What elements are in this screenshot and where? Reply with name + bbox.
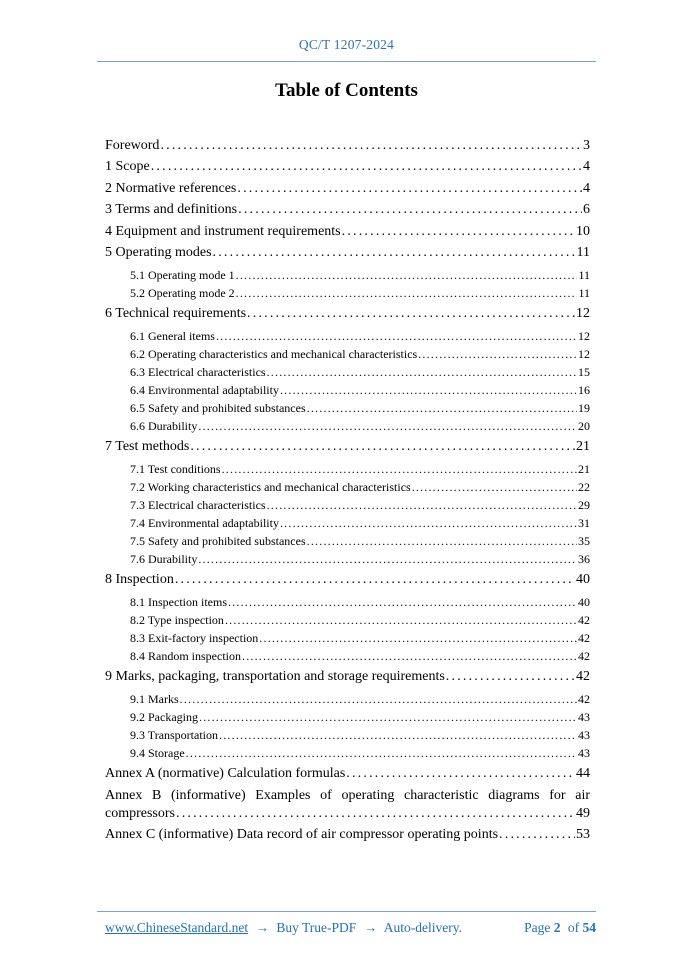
toc-entry-label: 9 Marks, packaging, transportation and storage requirements: [105, 669, 445, 684]
toc-entry-label: Annex B (informative) Examples of operating characteristic diagrams for air: [105, 787, 590, 803]
toc-page-number: 40: [578, 594, 590, 609]
toc-entry-label: 9.3 Transportation: [130, 727, 219, 742]
toc-entry-label: 7.3 Electrical characteristics: [130, 497, 266, 512]
toc-entry-label: 6 Technical requirements: [105, 306, 247, 321]
toc-entry-label: 9.1 Marks: [130, 691, 179, 706]
toc-entry[interactable]: [105, 438, 590, 456]
toc-page-number: 6: [583, 202, 590, 217]
toc-entry-label: 7.4 Environmental adaptability: [130, 515, 279, 530]
dot-leader: [280, 514, 577, 532]
toc-entry[interactable]: [130, 478, 590, 496]
toc-page-number: 44: [576, 766, 590, 781]
toc-page-number: 42: [578, 630, 590, 645]
dot-leader: [198, 550, 577, 568]
toc-entry[interactable]: [105, 137, 590, 155]
toc-page-number: 19: [578, 400, 590, 415]
toc-entry-label: 4 Equipment and instrument requirements: [105, 223, 341, 239]
dot-leader: [228, 593, 577, 611]
dot-leader: [307, 399, 577, 417]
toc-page-number: 10: [576, 223, 590, 239]
current-page-number: 2: [553, 920, 561, 935]
toc-entry[interactable]: [105, 158, 590, 176]
dot-leader: [213, 244, 576, 262]
toc-entry[interactable]: [105, 180, 590, 198]
dot-leader: [180, 690, 577, 708]
toc-entry-label-continued: compressors: [105, 805, 175, 821]
toc-page-number: 12: [578, 328, 590, 343]
dot-leader: [259, 629, 577, 647]
toc-entry[interactable]: [105, 201, 590, 219]
website-link[interactable]: www.ChineseStandard.net: [105, 920, 249, 935]
dot-leader: [198, 417, 577, 435]
dot-leader: [225, 611, 577, 629]
toc-page-number: 31: [578, 515, 590, 530]
dot-leader: [499, 826, 575, 844]
dot-leader: [446, 668, 575, 686]
dot-leader: [186, 744, 577, 762]
toc-entry[interactable]: [105, 244, 590, 262]
dot-leader: [307, 532, 577, 550]
toc-entry[interactable]: [130, 708, 590, 726]
toc-page-number: 53: [576, 827, 590, 842]
toc-entry-label: 7 Test methods: [105, 439, 190, 454]
toc-page-number: 3: [583, 137, 590, 153]
dot-leader: [160, 137, 582, 155]
toc-page-number: 35: [578, 533, 590, 548]
dot-leader: [247, 305, 575, 323]
toc-entry[interactable]: [130, 345, 590, 363]
footer-buy-label: Buy True-PDF: [276, 920, 357, 935]
toc-entry-label: 2 Normative references: [105, 180, 237, 196]
dot-leader: [242, 647, 577, 665]
toc-entry[interactable]: [130, 417, 590, 435]
toc-page-number: 16: [578, 382, 590, 397]
table-of-contents: [105, 133, 590, 848]
toc-entry[interactable]: [130, 611, 590, 629]
toc-entry-label: 6.2 Operating characteristics and mechanical characteristics: [130, 346, 418, 361]
toc-entry[interactable]: [105, 787, 590, 823]
toc-page-number: 36: [578, 551, 590, 566]
page-footer: [97, 911, 596, 936]
dot-leader: [236, 266, 578, 284]
dot-leader: [280, 381, 577, 399]
toc-entry[interactable]: [130, 284, 590, 302]
toc-entry-label: 6.6 Durability: [130, 418, 198, 433]
toc-page-number: 42: [576, 669, 590, 684]
toc-entry[interactable]: [130, 381, 590, 399]
toc-entry[interactable]: [130, 593, 590, 611]
toc-page-number: 29: [578, 497, 590, 512]
toc-entry-label: 7.6 Durability: [130, 551, 198, 566]
total-page-number: 54: [582, 920, 596, 935]
dot-leader: [267, 496, 577, 514]
page-title: Table of Contents: [275, 80, 418, 101]
toc-entry-label: 6.1 General items: [130, 328, 215, 343]
toc-entry[interactable]: [105, 668, 590, 686]
of-word: of: [567, 920, 580, 935]
toc-entry-label: 7.1 Test conditions: [130, 461, 221, 476]
dot-leader: [176, 805, 575, 823]
toc-entry-label: Foreword: [105, 137, 160, 153]
toc-entry[interactable]: [130, 363, 590, 381]
toc-entry-label: 9.2 Packaging: [130, 709, 198, 724]
toc-entry-label: 8 Inspection: [105, 572, 174, 587]
toc-entry-label: 5 Operating modes: [105, 245, 212, 260]
toc-entry-label: 6.4 Environmental adaptability: [130, 382, 279, 397]
toc-page-number: 43: [578, 745, 590, 760]
toc-entry[interactable]: [105, 765, 590, 783]
toc-page-number: 21: [576, 439, 590, 454]
dot-leader: [342, 223, 575, 241]
toc-page-number: 21: [578, 461, 590, 476]
toc-entry-label: 5.2 Operating mode 2: [130, 285, 235, 300]
toc-page-number: 15: [578, 364, 590, 379]
toc-page-number: 20: [578, 418, 590, 433]
dot-leader: [190, 438, 575, 456]
toc-entry[interactable]: [130, 690, 590, 708]
toc-entry[interactable]: [130, 744, 590, 762]
toc-entry[interactable]: [130, 266, 590, 284]
toc-entry[interactable]: [130, 514, 590, 532]
toc-entry[interactable]: [130, 629, 590, 647]
toc-page-number: 43: [578, 709, 590, 724]
toc-entry-label: 7.5 Safety and prohibited substances: [130, 533, 306, 548]
toc-entry-label: Annex C (informative) Data record of air compressor operating points: [105, 827, 499, 842]
toc-page-number: 4: [583, 180, 590, 196]
toc-entry-label: 9.4 Storage: [130, 745, 185, 760]
toc-entry[interactable]: [130, 647, 590, 665]
dot-leader: [175, 571, 575, 589]
toc-page-number: 12: [578, 346, 590, 361]
toc-page-number: 11: [576, 245, 590, 260]
page-indicator: [520, 920, 596, 936]
toc-entry-label: 1 Scope: [105, 159, 150, 174]
toc-page-number: 43: [578, 727, 590, 742]
toc-entry[interactable]: [130, 496, 590, 514]
toc-page-number: 4: [583, 159, 590, 174]
toc-entry-label: 6.5 Safety and prohibited substances: [130, 400, 306, 415]
toc-page-number: 22: [578, 479, 590, 494]
toc-entry-label: 8.4 Random inspection: [130, 648, 241, 663]
standard-number: QC/T 1207-2024: [298, 37, 395, 52]
toc-entry[interactable]: [130, 460, 590, 478]
toc-entry[interactable]: [105, 826, 590, 844]
toc-page-number: 40: [576, 572, 590, 587]
toc-entry[interactable]: [130, 327, 590, 345]
page-word: Page: [524, 920, 551, 935]
toc-entry-label: 5.1 Operating mode 1: [130, 267, 235, 282]
dot-leader: [412, 478, 577, 496]
dot-leader: [236, 284, 578, 302]
dot-leader: [151, 158, 582, 176]
toc-entry-label: Annex A (normative) Calculation formulas: [105, 766, 346, 781]
toc-entry-label: 8.3 Exit-factory inspection: [130, 630, 259, 645]
toc-entry[interactable]: [130, 532, 590, 550]
toc-entry[interactable]: [105, 223, 590, 241]
arrow-right-icon: →: [363, 920, 378, 935]
toc-page-number: 11: [578, 267, 590, 282]
footer-delivery-label: Auto-delivery.: [383, 920, 463, 935]
dot-leader: [216, 327, 577, 345]
toc-entry-label: 6.3 Electrical characteristics: [130, 364, 266, 379]
dot-leader: [267, 363, 577, 381]
toc-page-number: 42: [578, 648, 590, 663]
toc-entry[interactable]: [130, 726, 590, 744]
toc-entry-label: 7.2 Working characteristics and mechanical characteristics: [130, 479, 411, 494]
toc-entry-label: 3 Terms and definitions: [105, 202, 238, 217]
toc-entry-label: 8.1 Inspection items: [130, 594, 227, 609]
toc-entry[interactable]: [105, 571, 590, 589]
dot-leader: [418, 345, 577, 363]
dot-leader: [346, 765, 575, 783]
footer-promo: [97, 920, 462, 936]
toc-entry-label: 8.2 Type inspection: [130, 612, 224, 627]
dot-leader: [238, 201, 582, 219]
page-header: [97, 0, 596, 62]
dot-leader: [237, 180, 582, 198]
arrow-right-icon: →: [255, 920, 269, 935]
toc-page-number: 12: [576, 306, 590, 321]
toc-page-number: 42: [578, 691, 590, 706]
toc-page-number: 42: [578, 612, 590, 627]
dot-leader: [219, 726, 577, 744]
dot-leader: [222, 460, 577, 478]
toc-page-number: 49: [576, 805, 590, 821]
toc-entry[interactable]: [105, 305, 590, 323]
toc-entry[interactable]: [130, 550, 590, 568]
dot-leader: [199, 708, 577, 726]
toc-page-number: 11: [578, 285, 590, 300]
toc-entry[interactable]: [130, 399, 590, 417]
